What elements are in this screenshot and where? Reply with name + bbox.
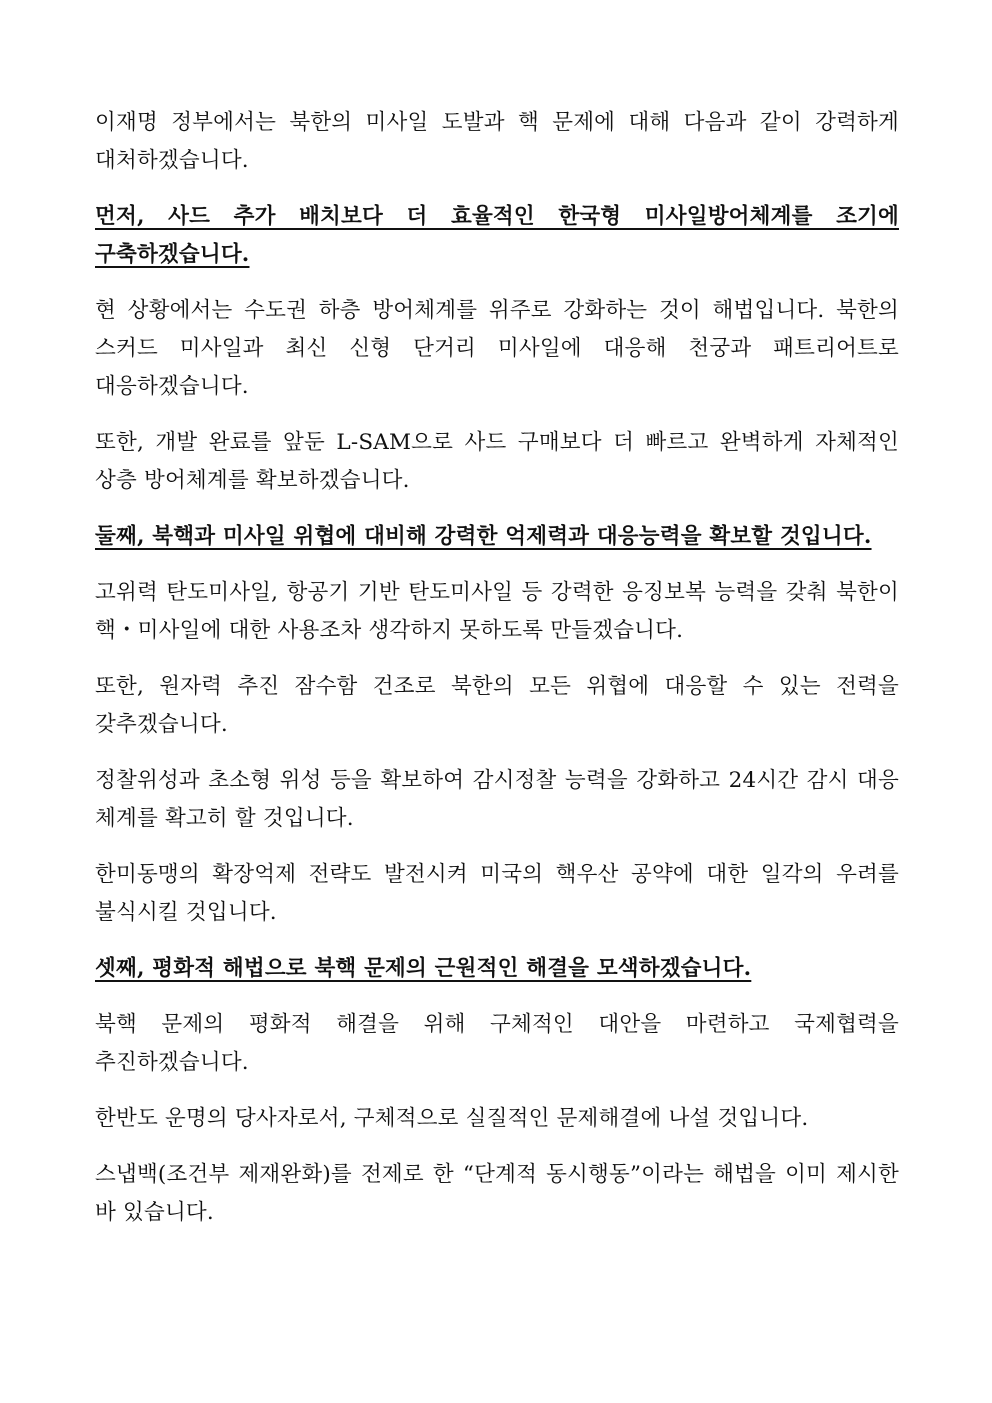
section-heading: 먼저, 사드 추가 배치보다 더 효율적인 한국형 미사일방어체계를 조기에 구축하겠습니다. — [95, 204, 899, 267]
body-paragraph: 고위력 탄도미사일, 항공기 기반 탄도미사일 등 강력한 응징보복 능력을 갖춰 북한이 핵・미사일에 대한 사용조차 생각하지 못하도록 만들겠습니다. — [95, 580, 899, 643]
body-paragraph: 또한, 원자력 추진 잠수함 건조로 북한의 모든 위협에 대응할 수 있는 전력을 갖추겠습니다. — [95, 674, 899, 737]
body-paragraph: 현 상황에서는 수도권 하층 방어체계를 위주로 강화하는 것이 해법입니다. 북한의 스커드 미사일과 최신 신형 단거리 미사일에 대응해 천궁과 패트리어트로 대응하겠습니다. — [95, 298, 899, 399]
body-paragraph: 이재명 정부에서는 북한의 미사일 도발과 핵 문제에 대해 다음과 같이 강력하게 대처하겠습니다. — [95, 110, 899, 173]
body-paragraph: 또한, 개발 완료를 앞둔 L-SAM으로 사드 구매보다 더 빠르고 완벽하게 자체적인 상층 방어체계를 확보하겠습니다. — [95, 430, 899, 493]
body-paragraph: 정찰위성과 초소형 위성 등을 확보하여 감시정찰 능력을 강화하고 24시간 감시 대응 체계를 확고히 할 것입니다. — [95, 768, 899, 831]
section-heading: 셋째, 평화적 해법으로 북핵 문제의 근원적인 해결을 모색하겠습니다. — [95, 956, 752, 981]
body-paragraph: 한반도 운명의 당사자로서, 구체적으로 실질적인 문제해결에 나설 것입니다. — [95, 1106, 809, 1131]
body-paragraph: 한미동맹의 확장억제 전략도 발전시켜 미국의 핵우산 공약에 대한 일각의 우려를 불식시킬 것입니다. — [95, 862, 899, 925]
document-page — [95, 104, 899, 1250]
body-paragraph: 북핵 문제의 평화적 해결을 위해 구체적인 대안을 마련하고 국제협력을 추진하겠습니다. — [95, 1012, 899, 1075]
section-heading: 둘째, 북핵과 미사일 위협에 대비해 강력한 억제력과 대응능력을 확보할 것입니다. — [95, 524, 872, 549]
body-paragraph: 스냅백(조건부 제재완화)를 전제로 한 “단계적 동시행동”이라는 해법을 이미 제시한 바 있습니다. — [95, 1162, 899, 1225]
